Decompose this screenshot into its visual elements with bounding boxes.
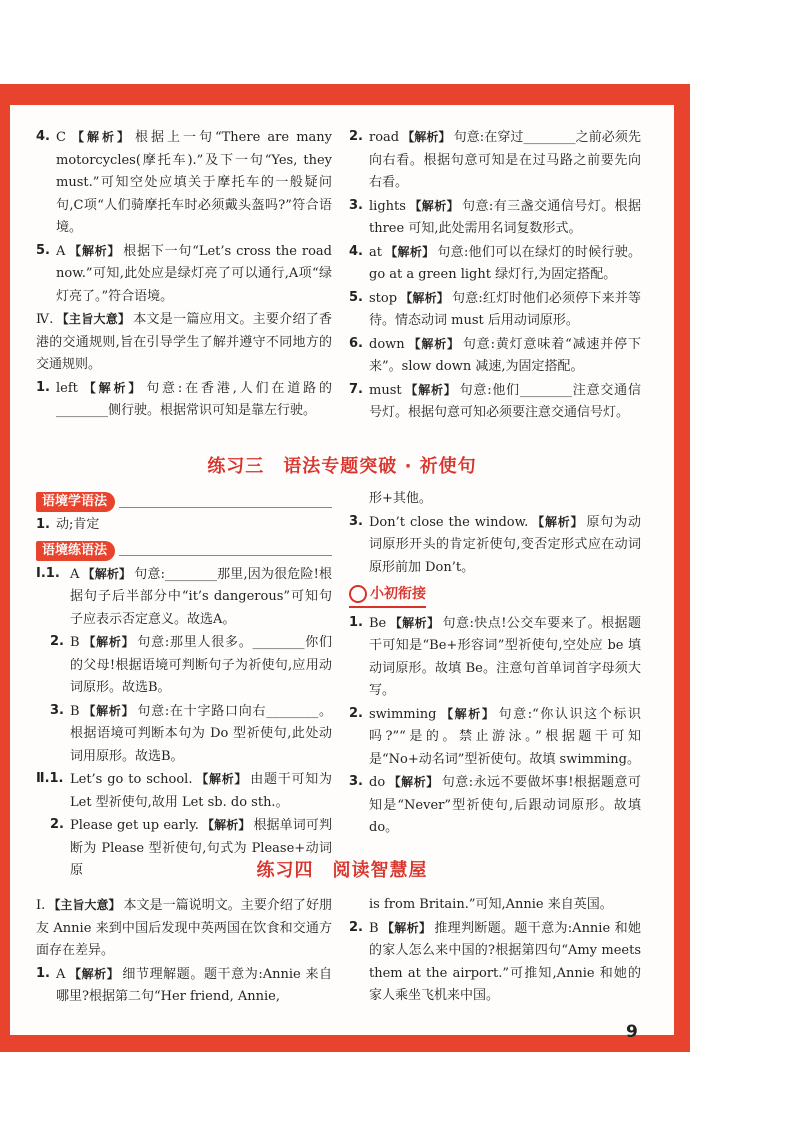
analysis-tag: 【解析】	[389, 615, 440, 630]
analysis-tag: 【解析】	[439, 706, 496, 721]
list-item	[36, 514, 332, 537]
answer: left	[56, 380, 78, 396]
analysis-text: 细节理解题。题干意为:Annie 来自哪里?根据第二句“Her friend, Annie,	[56, 966, 332, 1004]
item-number: 2.	[349, 919, 363, 935]
answer: B	[369, 920, 379, 936]
item-number: 1.	[36, 517, 50, 532]
analysis-text: 推理判断题。题干意为:Annie 和她的家人怎么来中国的?根据第四句“Amy meets them at the airport.”可推知,Annie 和她的家人乘坐飞机来中国。	[369, 920, 641, 1003]
divider	[119, 545, 332, 556]
analysis-text: 句意:那里人很多。________你们的父母!根据语境可判断句子为祈使句,应用动词原形。故选B。	[70, 635, 332, 695]
analysis-text: 句意:________那里,因为很危险!根据句子后半部分中“it’s dangerous”可知句子应表示否定意义。故选A。	[70, 566, 332, 627]
answer: B	[70, 703, 80, 719]
answer: A	[70, 566, 80, 582]
continued-text: 形+其他。	[369, 491, 432, 506]
main-idea-text: 本文是一篇说明文。主要介绍了好朋友 Annie 来到中国后发现中英两国在饮食和交通方面存在差异。	[36, 898, 332, 958]
item-number: 5.	[36, 242, 50, 258]
analysis-tag: 【解析】	[82, 635, 135, 649]
list-item	[36, 126, 332, 240]
answer: swimming	[369, 706, 437, 722]
item-number: 2.	[349, 705, 363, 721]
answer: Let’s go to school.	[70, 772, 193, 787]
item-number: 7.	[349, 381, 363, 397]
answer: 动;肯定	[56, 517, 100, 532]
item-number: 1.	[36, 379, 50, 395]
main-idea-text: 本文是一篇应用文。主要介绍了香港的交通规则,旨在引导学生了解并遵守不同地方的交通规则。	[36, 312, 332, 372]
analysis-tag: 【解析】	[404, 382, 457, 397]
analysis-tag: 【解析】	[68, 243, 121, 258]
analysis-tag: 【解析】	[82, 703, 135, 718]
roman-numeral: Ⅳ.	[36, 312, 54, 327]
item-number: 1.	[349, 614, 363, 630]
section-title: 练习四 阅读智慧屋	[256, 860, 428, 881]
list-item	[36, 768, 332, 814]
item-number: 4.	[349, 243, 363, 259]
item-number: 3.	[349, 197, 363, 213]
main-idea-tag: 【主旨大意】	[56, 312, 131, 326]
list-item	[36, 963, 332, 1009]
analysis-tag: 【解析】	[407, 336, 460, 351]
analysis-tag: 【解析】	[68, 130, 132, 144]
list-item	[349, 126, 641, 195]
analysis-tag: 【解析】	[400, 290, 449, 305]
analysis-tag: 【解析】	[80, 380, 144, 395]
section3-right-column	[349, 488, 641, 840]
analysis-text: 句意:永远不要做坏事!根据题意可知是“Never”型祈使句,后跟动词原形。故填 do。	[369, 775, 641, 836]
analysis-tag: 【解析】	[82, 566, 132, 581]
answer: stop	[369, 290, 398, 306]
subsection-pill: 语境学语法	[36, 492, 115, 512]
list-item	[36, 631, 332, 700]
item-number: Ⅱ.1.	[36, 771, 64, 786]
subsection-header	[36, 492, 332, 512]
top-left-column	[36, 126, 332, 423]
list-item	[349, 287, 641, 333]
main-idea	[36, 308, 332, 377]
analysis-text: 句意:快点!公交车要来了。根据题干可知是“Be+形容词”型祈使句,空处应 be 填动词原形。故填 Be。注意句首单词首字母须大写。	[369, 615, 641, 699]
section-title: 练习三 语法专题突破 · 祈使句	[207, 456, 477, 477]
analysis-text: 句意:有三盏交通信号灯。根据 three 可知,此处需用名词复数形式。	[369, 198, 641, 236]
mini-section-title: 小初衔接	[370, 586, 426, 602]
analysis-text: 句意:在穿过________之前必须先向右看。根据句意可知是在过马路之前要先向右看。	[369, 130, 641, 190]
page-number: 9	[626, 1022, 638, 1042]
list-item	[36, 700, 332, 769]
list-item	[349, 379, 641, 425]
subsection-header	[36, 541, 332, 561]
item-number: 3.	[349, 774, 363, 790]
analysis-text: 句意:他们________注意交通信号灯。根据句意可知必须要注意交通信号灯。	[369, 382, 641, 420]
list-item	[36, 377, 332, 423]
analysis-tag: 【解析】	[195, 772, 248, 786]
list-item	[36, 240, 332, 309]
list-item	[36, 563, 332, 632]
analysis-tag: 【解析】	[531, 514, 584, 529]
analysis-tag: 【解析】	[402, 130, 451, 144]
analysis-tag: 【解析】	[381, 920, 432, 935]
analysis-text: 句意:红灯时他们必须停下来并等待。情态动词 must 后用动词原形。	[369, 290, 641, 328]
answer: lights	[369, 198, 406, 214]
section4-right-column	[349, 894, 641, 1008]
answer: road	[369, 130, 400, 145]
list-item	[349, 771, 641, 840]
list-item	[349, 333, 641, 379]
analysis-text: 句意:在香港,人们在道路的________侧行驶。根据常识可知是靠左行驶。	[56, 380, 332, 418]
section4-left-column	[36, 894, 332, 1009]
answer: C	[56, 130, 66, 145]
continued-text: is from Britain.”可知,Annie 来自英国。	[369, 897, 613, 912]
item-number: 6.	[349, 335, 363, 351]
answer: Be	[369, 615, 387, 631]
analysis-tag: 【解析】	[408, 198, 460, 213]
analysis-tag: 【解析】	[201, 818, 251, 832]
item-number: 1.	[36, 965, 50, 981]
divider	[119, 497, 332, 508]
analysis-text: 根据下一句“Let’s cross the road now.”可知,此处应是绿灯亮了可以通行,A项“绿灯亮了。”符合语境。	[56, 243, 332, 304]
item-number: 3.	[349, 513, 363, 529]
answer: B	[70, 635, 80, 650]
section3-left-column	[36, 488, 332, 883]
answer: Don’t close the window.	[369, 514, 529, 530]
main-idea-tag: 【主旨大意】	[48, 898, 121, 912]
analysis-tag: 【解析】	[384, 244, 435, 259]
analysis-text: 句意:他们可以在绿灯的时候行驶。go at a green light 绿灯行,为固定搭配。	[369, 244, 641, 282]
list-item	[349, 195, 641, 241]
analysis-tag: 【解析】	[388, 775, 439, 790]
subsection-pill: 语境练语法	[36, 541, 115, 561]
analysis-text: 原句为动词原形开头的肯定祈使句,变否定形式应在动词原形前加 Don’t。	[369, 514, 641, 575]
answer: A	[56, 966, 66, 982]
answer: down	[369, 336, 405, 352]
analysis-text: 句意:在十字路口向右________。根据语境可判断本句为 Do 型祈使句,此处动词用原形。故选B。	[70, 703, 332, 764]
answer: do	[369, 775, 386, 791]
answer: at	[369, 244, 382, 260]
list-item	[349, 917, 641, 1008]
analysis-tag: 【解析】	[68, 966, 120, 981]
main-idea	[36, 894, 332, 963]
analysis-text: 根据单词可判断为 Please 型祈使句,句式为 Please+动词原	[70, 818, 332, 878]
list-item	[349, 612, 641, 703]
analysis-text: 句意:黄灯意味着“减速并停下来”。slow down 减速,为固定搭配。	[369, 336, 641, 374]
item-number: 2.	[50, 817, 64, 832]
item-number: 2.	[50, 634, 64, 649]
analysis-text: 句意:“你认识这个标识吗?”“是的。禁止游泳。”根据题干可知是“No+动名词”型祈使句。故填 swimming。	[369, 706, 641, 767]
analysis-text: 根据上一句“There are many motorcycles(摩托车).”及下一句“Yes, they must.”可知空处应填关于摩托车的一般疑问句,C项“人们骑摩托车时必须戴头盔吗?”符合语境。	[56, 130, 332, 235]
item-number: 3.	[50, 702, 64, 718]
link-icon	[349, 585, 367, 603]
item-number: 2.	[349, 129, 363, 144]
analysis-text: 由题干可知为 Let 型祈使句,故用 Let sb. do sth.。	[70, 772, 332, 810]
item-number: Ⅰ.1.	[36, 565, 60, 581]
roman-numeral: Ⅰ.	[36, 898, 46, 913]
top-right-column	[349, 126, 641, 425]
mini-section-header	[349, 583, 426, 608]
list-item	[349, 241, 641, 287]
list-item	[349, 511, 641, 580]
answer: must	[369, 382, 402, 398]
item-number: 5.	[349, 289, 363, 305]
list-item	[349, 703, 641, 772]
item-number: 4.	[36, 129, 50, 144]
answer: Please get up early.	[70, 818, 199, 833]
answer: A	[56, 243, 66, 259]
